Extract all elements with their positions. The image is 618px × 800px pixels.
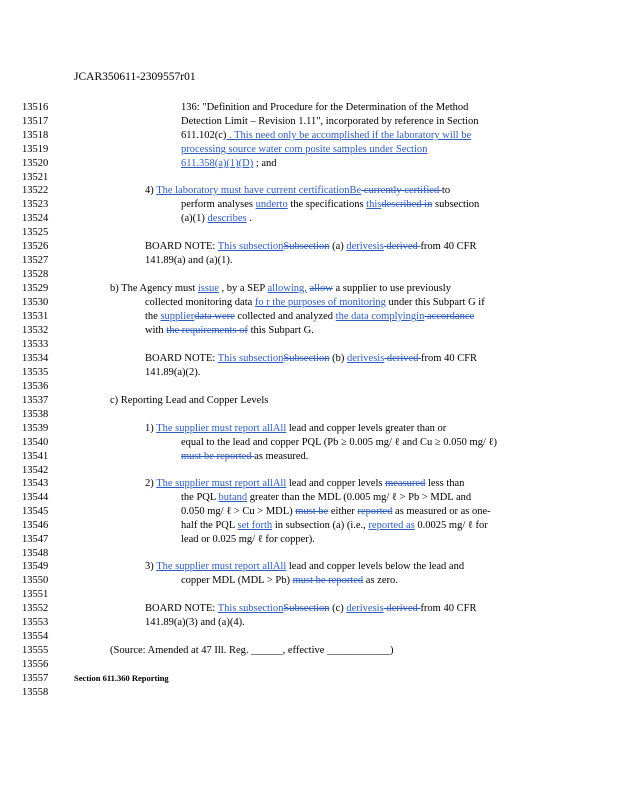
- line-number: 13557: [22, 673, 49, 684]
- line-text: less than: [425, 478, 465, 489]
- line-text: this Subpart G.: [247, 325, 314, 336]
- line-number: 13532: [22, 325, 49, 336]
- document-line: [181, 491, 471, 504]
- inserted-text: this: [366, 199, 382, 210]
- deleted-text: Subsection: [283, 241, 330, 252]
- line-text: ; and: [253, 158, 277, 169]
- line-text: as measured or as one-: [392, 506, 491, 517]
- inserted-text: derivesis: [346, 241, 384, 252]
- line-text: half the PQL: [181, 520, 238, 531]
- line-number: 13549: [22, 561, 49, 572]
- line-number: 13518: [22, 130, 49, 141]
- inserted-text: This subsection: [217, 353, 284, 364]
- document-line: [145, 352, 477, 365]
- inserted-text: The supplier must report allAll: [156, 423, 287, 434]
- line-text: 136: "Definition and Procedure for the Determination of the Method: [181, 102, 469, 113]
- line-number: 13538: [22, 409, 49, 420]
- line-text: b) The Agency must: [110, 283, 198, 294]
- line-number: 13531: [22, 311, 49, 322]
- line-number: 13519: [22, 144, 49, 155]
- deleted-text: allow: [309, 283, 333, 294]
- line-number: 13552: [22, 603, 49, 614]
- document-line: [145, 422, 446, 435]
- document-line: [145, 240, 476, 253]
- line-text: the specifications: [287, 199, 367, 210]
- document-line: [145, 324, 314, 337]
- line-text: with: [145, 325, 167, 336]
- deleted-text: must be reported: [292, 575, 364, 586]
- line-number: 13545: [22, 506, 49, 517]
- line-text: 3): [145, 561, 157, 572]
- line-number: 13533: [22, 339, 49, 350]
- document-line: [181, 533, 315, 546]
- line-number: 13520: [22, 158, 49, 169]
- deleted-text: described in: [381, 199, 433, 210]
- document-line: [181, 129, 471, 142]
- line-text: collected and analyzed: [234, 311, 336, 322]
- line-text: under this Subpart G if: [385, 297, 485, 308]
- line-text: 611.102(c): [181, 130, 227, 141]
- inserted-text: issue: [197, 283, 219, 294]
- document-line: [145, 616, 245, 629]
- document-line: [181, 519, 488, 532]
- line-text: 141.89(a)(3) and (a)(4).: [145, 617, 245, 628]
- deleted-text: derived: [383, 603, 421, 614]
- line-number: 13551: [22, 589, 49, 600]
- line-text: Section 611.360 Reporting: [74, 673, 169, 683]
- line-text: 141.89(a)(2).: [145, 367, 201, 378]
- inserted-text: The supplier must report allAll: [156, 561, 287, 572]
- document-line: [145, 477, 464, 490]
- document-line: [110, 394, 268, 407]
- line-text: the PQL: [181, 492, 219, 503]
- line-number: 13541: [22, 451, 49, 462]
- line-text: 2): [145, 478, 157, 489]
- line-text: to: [441, 185, 451, 196]
- document-line: [110, 282, 451, 295]
- deleted-text: currently certified: [361, 185, 442, 196]
- line-text: (b): [329, 353, 347, 364]
- line-number: 13528: [22, 269, 49, 280]
- line-number: 13530: [22, 297, 49, 308]
- line-number: 13540: [22, 437, 49, 448]
- line-text: lead and copper levels greater than or: [286, 423, 447, 434]
- inserted-text: underto: [255, 199, 288, 210]
- document-line: [145, 560, 464, 573]
- line-text: greater than the MDL (0.005 mg/ ℓ > Pb > MDL and: [247, 492, 472, 503]
- line-text: the: [145, 311, 161, 322]
- line-text: from 40 CFR: [420, 241, 477, 252]
- inserted-text: describes: [207, 213, 247, 224]
- inserted-text: derivesis: [346, 353, 385, 364]
- document-line: [145, 184, 450, 197]
- deleted-text: reported: [357, 506, 393, 517]
- line-text: (a): [329, 241, 347, 252]
- inserted-text: butand: [218, 492, 248, 503]
- inserted-text: reported as: [368, 520, 415, 531]
- line-number: 13526: [22, 241, 49, 252]
- deleted-text: the requirements of: [166, 325, 248, 336]
- line-text: 141.89(a) and (a)(1).: [145, 255, 233, 266]
- line-number: 13524: [22, 213, 49, 224]
- document-line: [181, 143, 427, 156]
- line-number: 13556: [22, 659, 49, 670]
- document-line: [181, 436, 497, 449]
- line-number: 13554: [22, 631, 49, 642]
- deleted-text: must be reported: [181, 451, 255, 462]
- line-text: from 40 CFR: [421, 353, 478, 364]
- line-text: copper MDL (MDL > Pb): [181, 575, 293, 586]
- inserted-text: The supplier must report allAll: [156, 478, 287, 489]
- inserted-text: processing source water com posite samples under Section: [181, 144, 428, 155]
- line-text: 1): [145, 423, 157, 434]
- line-number: 13534: [22, 353, 49, 364]
- line-text: lead or 0.025 mg/ ℓ for copper).: [181, 534, 315, 545]
- inserted-text: 611.358(a)(1)(D): [181, 158, 254, 169]
- inserted-text: allowing,: [267, 283, 307, 294]
- line-text: equal to the lead and copper PQL (Pb ≥ 0.005 mg/ ℓ and Cu ≥ 0.050 mg/ ℓ): [181, 437, 498, 448]
- line-text: lead and copper levels: [286, 478, 386, 489]
- line-number: 13539: [22, 423, 49, 434]
- line-text: lead and copper levels below the lead and: [286, 561, 465, 572]
- line-number: 13521: [22, 172, 49, 183]
- inserted-text: the data complyingin: [335, 311, 425, 322]
- deleted-text: derived: [384, 353, 422, 364]
- line-text: .: [246, 213, 252, 224]
- inserted-text: This subsection: [217, 603, 284, 614]
- line-number: 13537: [22, 395, 49, 406]
- deleted-text: Subsection: [283, 603, 330, 614]
- line-number: 13558: [22, 687, 49, 698]
- line-number: 13523: [22, 199, 49, 210]
- inserted-text: fo r the purposes of monitoring: [254, 297, 386, 308]
- document-line: [181, 157, 277, 170]
- document-line: [145, 602, 476, 615]
- inserted-text: This subsection: [217, 241, 284, 252]
- deleted-text: Subsection: [283, 353, 330, 364]
- line-text: a supplier to use previously: [332, 283, 451, 294]
- line-number: 13536: [22, 381, 49, 392]
- inserted-text: . This need only be accomplished if the laboratory will be: [226, 130, 472, 141]
- line-text: 0.050 mg/ ℓ > Cu > MDL): [181, 506, 296, 517]
- line-number: 13516: [22, 102, 49, 113]
- document-line: [181, 212, 252, 225]
- document-line: [145, 296, 485, 309]
- line-number: 13517: [22, 116, 49, 127]
- document-line: [181, 574, 398, 587]
- document-line: [110, 644, 394, 657]
- line-text: as measured.: [254, 451, 309, 462]
- line-text: (Source: Amended at 47 Ill. Reg. ______, effective ____________): [110, 645, 394, 656]
- line-text: (c): [329, 603, 347, 614]
- line-number: 13522: [22, 185, 49, 196]
- deleted-text: data were: [194, 311, 235, 322]
- inserted-text: supplier: [160, 311, 195, 322]
- line-text: BOARD NOTE:: [145, 241, 218, 252]
- line-text: as zero.: [363, 575, 398, 586]
- deleted-text: measured: [385, 478, 426, 489]
- line-number: 13544: [22, 492, 49, 503]
- line-number: 13553: [22, 617, 49, 628]
- line-number: 13543: [22, 478, 49, 489]
- deleted-text: derived: [383, 241, 421, 252]
- document-header: JCAR350611-2309557r01: [74, 71, 196, 83]
- line-number: 13548: [22, 548, 49, 559]
- line-text: either: [328, 506, 358, 517]
- document-line: [181, 505, 491, 518]
- inserted-text: set forth: [237, 520, 273, 531]
- document-line: [145, 254, 232, 267]
- line-number: 13547: [22, 534, 49, 545]
- inserted-text: derivesis: [346, 603, 384, 614]
- deleted-text: accordance: [424, 311, 475, 322]
- line-text: , by a SEP: [218, 283, 268, 294]
- line-text: (a)(1): [181, 213, 208, 224]
- line-text: BOARD NOTE:: [145, 603, 218, 614]
- line-number: 13525: [22, 227, 49, 238]
- document-line: [181, 115, 479, 128]
- document-line: [181, 450, 308, 463]
- line-number: 13555: [22, 645, 49, 656]
- line-text: collected monitoring data: [145, 297, 255, 308]
- line-number: 13535: [22, 367, 49, 378]
- line-text: subsection: [432, 199, 480, 210]
- line-number: 13542: [22, 465, 49, 476]
- line-text: BOARD NOTE:: [145, 353, 218, 364]
- document-line: [181, 101, 468, 114]
- line-number: 13546: [22, 520, 49, 531]
- document-line: [145, 310, 474, 323]
- document-line: [145, 366, 200, 379]
- line-number: 13529: [22, 283, 49, 294]
- line-number: 13527: [22, 255, 49, 266]
- line-text: Detection Limit – Revision 1.11", incorporated by reference in Section: [181, 116, 479, 127]
- line-text: 0.0025 mg/ ℓ for: [414, 520, 488, 531]
- line-text: c) Reporting Lead and Copper Levels: [110, 395, 269, 406]
- deleted-text: must be: [295, 506, 329, 517]
- line-number: 13550: [22, 575, 49, 586]
- line-text: perform analyses: [181, 199, 256, 210]
- inserted-text: The laboratory must have current certificationBe: [156, 185, 362, 196]
- document-line: [74, 672, 169, 685]
- line-text: from 40 CFR: [420, 603, 477, 614]
- document-line: [181, 198, 479, 211]
- line-text: in subsection (a) (i.e.,: [272, 520, 369, 531]
- line-text: 4): [145, 185, 157, 196]
